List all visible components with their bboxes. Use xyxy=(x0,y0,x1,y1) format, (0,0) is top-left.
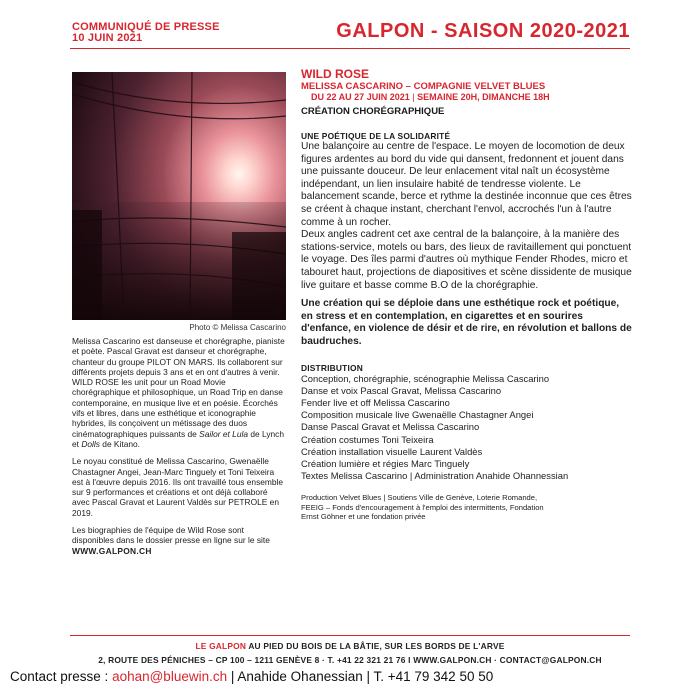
team-paragraph: Le noyau constitué de Melissa Cascarino, Gwenaëlle Chastagner Angei, Jean-Marc Tinguely et Toni Teixeira est à l'œuvre depuis 2016. Ils ont travaillé tous ensemble sur 9 performances et créations et ont déjà collaboré avec Pascal Gravat et Laurent Valdès sur PETROLE en 2019. xyxy=(72,456,284,518)
footer-divider xyxy=(70,635,630,636)
show-subtitle: MELISSA CASCARINO – COMPAGNIE VELVET BLUES xyxy=(301,81,546,92)
production-credits: Production Velvet Blues | Soutiens Ville de Genève, Loterie Romande, FEEIG – Fonds d'encouragement à l'emploi des intermittents, Fondation Ernst Göhner et une fondation privée xyxy=(301,493,544,522)
photo-credit: Photo © Melissa Cascarino xyxy=(189,323,286,332)
distribution-line: Textes Melissa Cascarino | Administration Anahide Ohannessian xyxy=(301,470,569,482)
sunset-photo-illustration xyxy=(72,72,286,320)
distribution-line: Création lumière et régies Marc Tinguely xyxy=(301,457,470,469)
film-title-dolls: Dolls xyxy=(81,438,100,449)
film-title-sailor: Sailor et Lula xyxy=(199,428,248,439)
footer-location: LE GALPON AU PIED DU BOIS DE LA BÂTIE, SUR LES BORDS DE L'ARVE xyxy=(195,641,505,651)
creation-label: CRÉATION CHORÉGRAPHIQUE xyxy=(301,106,445,117)
distribution-line: Danse et voix Pascal Gravat, Melissa Cascarino xyxy=(301,384,502,396)
press-contact-email[interactable]: aohan@bluewin.ch xyxy=(112,669,228,684)
show-dates: DU 22 AU 27 JUIN 2021 | SEMAINE 20H, DIMANCHE 18H xyxy=(311,92,550,102)
press-release-date: 10 JUIN 2021 xyxy=(72,32,143,44)
left-column xyxy=(72,336,286,563)
distribution-line: Danse Pascal Gravat et Melissa Cascarino xyxy=(301,421,480,433)
press-contact xyxy=(10,669,493,684)
artists-paragraph: Melissa Cascarino est danseuse et chorégraphe, pianiste et poète. Pascal Gravat est danseur et chorégraphe, chanteur du groupe PILOT ON MARS. Ils collaborent sur différents projets depuis 3 ans et en ont d'autres à venir. WILD ROSE les unit pour un Road Movie chorégraphique et philosophique, un Road Trip en danse contemporaine, en musique live et en poésie. Écorchés vifs et libres, dans une esthétique et iconographie hybrides, ils conçoivent un métissage des duos cinématographiques puissants de Sailor et Lula de Lynch et Dolls de Kitano. xyxy=(72,336,285,449)
right-column xyxy=(301,68,633,522)
press-release-label: COMMUNIQUÉ DE PRESSE xyxy=(72,21,220,33)
season-title: GALPON - SAISON 2020-2021 xyxy=(336,20,630,42)
distribution-line: Création installation visuelle Laurent Valdès xyxy=(301,445,483,457)
press-contact-label: Contact presse : xyxy=(10,669,109,684)
distribution-heading: DISTRIBUTION xyxy=(301,362,363,373)
show-photo xyxy=(72,72,286,320)
description-paragraph-2: Deux angles cadrent cet axe central de la balançoire, à la manière des stations-service, motels ou bars, des lieux de ravitaillement qui ponctuent le voyage. Des îles parmi d'autres où mythique Fender Rhodes, micro et tabouret haut, projections de diapositives et scène dissidente de musique live guitare et basse comme B.O de la chorégraphie. xyxy=(301,229,632,291)
biographies-paragraph: Les biographies de l'équipe de Wild Rose sont disponibles dans le dossier presse en ligne sur le site WWW.GALPON.CH xyxy=(72,525,270,556)
distribution-line: Création costumes Toni Teixeira xyxy=(301,433,434,445)
footer-brand: LE GALPON xyxy=(195,641,247,651)
distribution-line: Fender live et off Melissa Cascarino xyxy=(301,396,450,408)
distribution-line: Composition musicale live Gwenaëlle Chastagner Angei xyxy=(301,409,534,421)
header-left xyxy=(72,22,220,44)
press-contact-details: | Anahide Ohanessian | T. +41 79 342 50 50 xyxy=(230,669,494,684)
distribution-list xyxy=(301,373,633,483)
website-link[interactable]: WWW.GALPON.CH xyxy=(72,545,152,556)
header-divider xyxy=(70,48,630,49)
description-paragraph-1: Une balançoire au centre de l'espace. Le moyen de locomotion de deux figures ardentes au bord du vide qui dansent, fredonnent et jouent dans une puissante douceur. De leur enlacement vital naît un écosystème indépendant, un lien insulaire habité de tendresse violente. Le balancement scande, berce et rythme la destinée inconnue que ces êtres se créent à chaque instant, cherchant l'envol, accrochés l'un à l'autre comme à un rocher. xyxy=(301,141,632,228)
distribution-line: Conception, chorégraphie, scénographie Melissa Cascarino xyxy=(301,372,550,384)
section-heading: UNE POÉTIQUE DE LA SOLIDARITÉ xyxy=(301,131,451,141)
footer-address: 2, ROUTE DES PÉNICHES – CP 100 – 1211 GENÈVE 8 · T. +41 22 321 21 76 I WWW.GALPON.CH · CONTACT@GALPON.CH xyxy=(98,655,602,665)
description-paragraph-3: Une création qui se déploie dans une esthétique rock et poétique, en stress et en contemplation, en cigarettes et en sourires d'enfance, en violence de désir et de rire, en révolution et ballons de baudruches. xyxy=(301,298,632,347)
show-title: WILD ROSE xyxy=(301,67,369,81)
